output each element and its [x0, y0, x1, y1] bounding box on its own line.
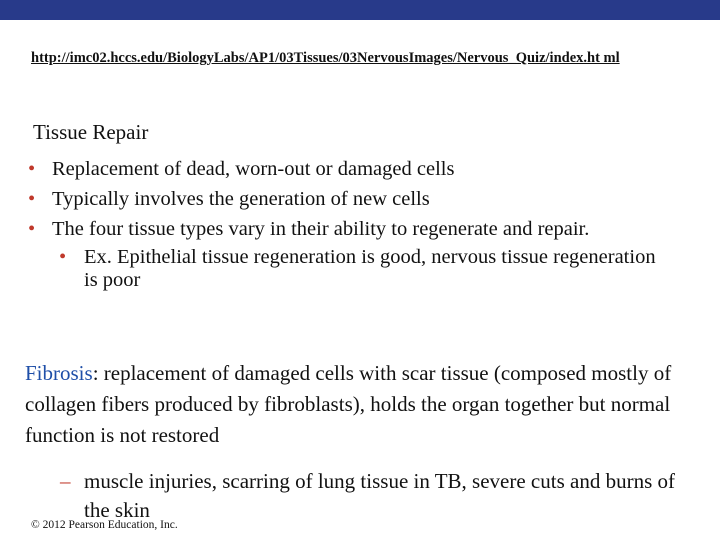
bullet-text: Typically involves the generation of new cells	[52, 188, 430, 210]
fibrosis-paragraph	[25, 358, 685, 451]
bullet-text: The four tissue types vary in their ability to regenerate and repair.	[52, 218, 590, 240]
bullet-item	[28, 218, 668, 241]
fibrosis-term: Fibrosis	[25, 361, 93, 385]
bullet-icon: •	[28, 158, 36, 180]
bullet-item	[28, 158, 668, 181]
sub-bullet-item	[28, 246, 668, 292]
bullet-text: Replacement of dead, worn-out or damaged cells	[52, 158, 455, 180]
bullet-icon: •	[28, 188, 36, 210]
dash-icon: –	[60, 469, 71, 493]
bullet-icon: •	[28, 218, 36, 240]
dash-list-item	[60, 467, 684, 525]
bullet-icon: •	[59, 246, 67, 268]
source-url-link[interactable]: http://imc02.hccs.edu/BiologyLabs/AP1/03Tissues/03NervousImages/Nervous_Quiz/index.ht ml	[31, 50, 620, 66]
bullet-item	[28, 188, 668, 211]
top-banner-bar	[0, 0, 720, 20]
slide-title: Tissue Repair	[33, 120, 149, 144]
dash-item-text: muscle injuries, scarring of lung tissue in TB, severe cuts and burns of the skin	[84, 469, 675, 522]
bullet-list	[28, 158, 668, 292]
fibrosis-definition: : replacement of damaged cells with scar tissue (composed mostly of collagen fibers produced by fibroblasts), holds the organ together but normal function is not restored	[25, 361, 672, 447]
copyright-notice: © 2012 Pearson Education, Inc.	[31, 519, 178, 531]
sub-bullet-text: Ex. Epithelial tissue regeneration is good, nervous tissue regeneration is poor	[84, 246, 656, 291]
